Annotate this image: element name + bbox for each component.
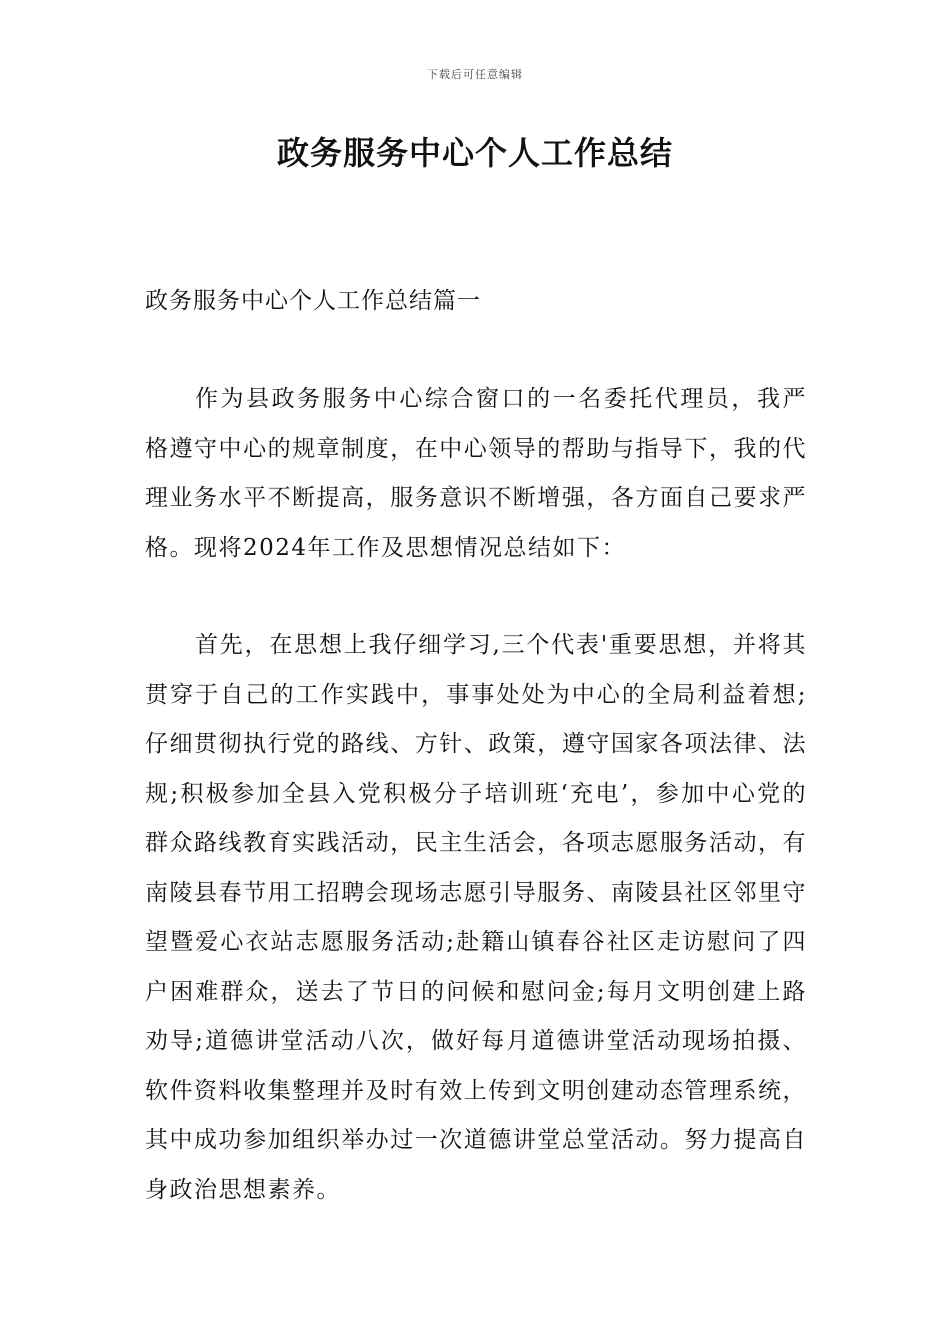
paragraph-1: 作为县政务服务中心综合窗口的一名委托代理员，我严格遵守中心的规章制度，在中心领导的帮助与指导下，我的代理业务水平不断提高，服务意识不断增强，各方面自己要求严格。现将2024年工作及思想情况总结如下： xyxy=(145,386,807,561)
header-note: 下载后可任意编辑 xyxy=(427,68,523,81)
document-title: 政务服务中心个人工作总结 xyxy=(276,134,673,172)
paragraph-2: 首先，在思想上我仔细学习,三个代表'重要思想，并将其贯穿于自己的工作实践中，事事处处为中心的全局利益着想;仔细贯彻执行党的路线、方针、政策，遵守国家各项法律、法规;积极参加全县入党积极分子培训班‘充电’，参加中心党的群众路线教育实践活动，民主生活会，各项志愿服务活动，有南陵县春节用工招聘会现场志愿引导服务、南陵县社区邻里守望暨爱心衣站志愿服务活动;赴籍山镇春谷社区走访慰问了四户困难群众，送去了节日的问候和慰问金;每月文明创建上路劝导;道德讲堂活动八次，做好每月道德讲堂活动现场拍摄、软件资料收集整理并及时有效上传到文明创建动态管理系统，其中成功参加组织举办过一次道德讲堂总堂活动。努力提高自身政治思想素养。 xyxy=(145,632,807,1203)
section-heading: 政务服务中心个人工作总结篇一 xyxy=(145,288,481,314)
